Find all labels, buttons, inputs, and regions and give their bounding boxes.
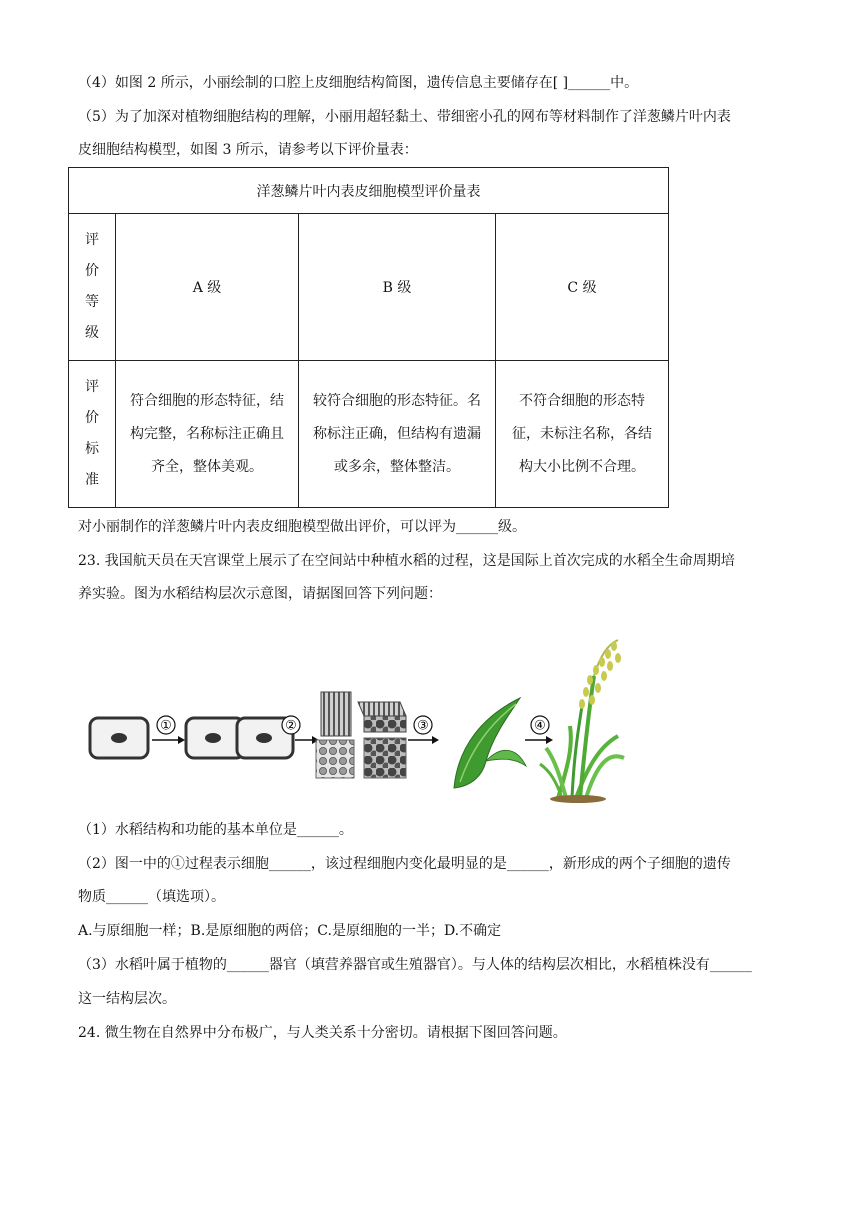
grade-a: A 级 — [116, 214, 299, 361]
q22-after-table: 对小丽制作的洋葱鳞片叶内表皮细胞模型做出评价，可以评为______级。 — [78, 519, 526, 535]
table-title: 洋葱鳞片叶内表皮细胞模型评价量表 — [69, 168, 669, 214]
rice-structure-figure — [88, 636, 628, 806]
step-2-label: ② — [285, 718, 297, 734]
criteria-c: 不符合细胞的形态特 征，未标注名称，各结 构大小比例不合理。 — [496, 361, 669, 508]
q22-part5-line2: 皮细胞结构模型，如图 3 所示，请参考以下评价量表： — [78, 142, 418, 158]
q22-part4: （4）如图 2 所示，小丽绘制的口腔上皮细胞结构简图，遗传信息主要储存在[ ]______中。 — [78, 75, 639, 91]
step-3-label: ③ — [417, 718, 429, 734]
q23-q2-line2: 物质______（填选项）。 — [78, 889, 225, 905]
q22-part5-line1: （5）为了加深对植物细胞结构的理解，小丽用超轻黏土、带细密小孔的网布等材料制作了洋葱鳞片叶内表 — [78, 109, 731, 125]
q23-q3-line2: 这一结构层次。 — [78, 991, 176, 1007]
grade-b: B 级 — [299, 214, 496, 361]
arrow-4 — [525, 716, 553, 744]
q23-q2-options: A.与原细胞一样；B.是原细胞的两倍；C.是原细胞的一半；D.不确定 — [78, 923, 502, 939]
arrow-1 — [152, 716, 185, 744]
grade-c: C 级 — [496, 214, 669, 361]
q24-intro: 24. 微生物在自然界中分布极广，与人类关系十分密切。请根据下图回答问题。 — [78, 1025, 567, 1041]
grade-row-label: 评 价 等 级 — [69, 214, 116, 361]
q23-q3-line1: （3）水稻叶属于植物的______器官（填营养器官或生殖器官）。与人体的结构层次相比，水稻植株没有______ — [78, 957, 752, 973]
step-4-label: ④ — [534, 718, 546, 734]
two-cells — [186, 718, 293, 758]
step-1-label: ① — [160, 718, 172, 734]
q23-intro-line1: 23. 我国航天员在天宫课堂上展示了在空间站中种植水稻的过程，这是国际上首次完成的水稻全生命周期培 — [78, 553, 735, 569]
q23-q2-line1: （2）图一中的①过程表示细胞______，该过程细胞内变化最明显的是______，新形成的两个子细胞的遗传 — [78, 856, 731, 872]
leaf — [454, 698, 526, 788]
rice-plant — [540, 640, 624, 803]
evaluation-table — [68, 167, 669, 508]
q23-intro-line2: 养实验。图为水稻结构层次示意图，请据图回答下列问题： — [78, 586, 442, 602]
criteria-row-label: 评 价 标 准 — [69, 361, 116, 508]
criteria-b: 较符合细胞的形态特征。名 称标注正确，但结构有遗漏 或多余，整体整洁。 — [299, 361, 496, 508]
criteria-a: 符合细胞的形态特征，结 构完整，名称标注正确且 齐全，整体美观。 — [116, 361, 299, 508]
arrow-3 — [408, 716, 439, 744]
q23-q1: （1）水稻结构和功能的基本单位是______。 — [78, 822, 353, 838]
single-cell — [90, 718, 148, 758]
tissues — [316, 692, 406, 778]
